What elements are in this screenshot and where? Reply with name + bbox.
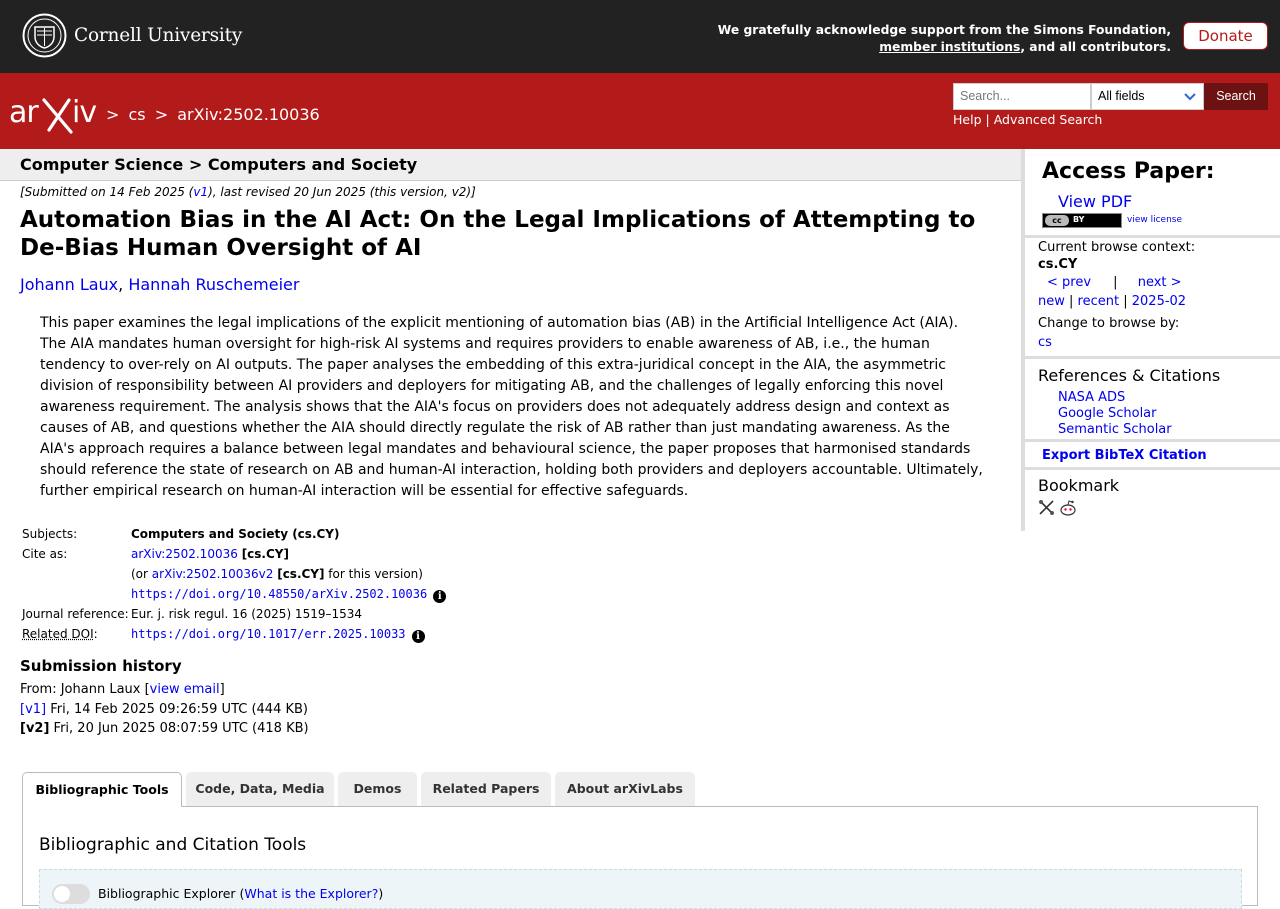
ack-line: We gratefully acknowledge support from the Simons Foundation, [717, 23, 1171, 37]
search-input[interactable]: Search... [953, 83, 1091, 110]
view-license-link[interactable]: view license [1127, 215, 1183, 225]
next-link[interactable]: next > [1137, 275, 1182, 290]
tab-related-papers[interactable]: Related Papers [421, 772, 551, 806]
search-button[interactable]: Search [1204, 83, 1268, 110]
semantic-scholar-link[interactable]: Semantic Scholar [1058, 422, 1172, 437]
tab-about-arxivlabs[interactable]: About arXivLabs [555, 772, 695, 806]
explorer-text: Bibliographic Explorer ( [98, 886, 245, 901]
bookmark-title: Bookmark [1038, 476, 1120, 495]
cite-link[interactable]: arXiv:2502.10036 [131, 547, 238, 561]
crumb-cs[interactable]: cs [128, 105, 146, 124]
export-bibtex-link[interactable]: Export BibTeX Citation [1042, 448, 1207, 463]
submission-dateline [20, 185, 476, 199]
view-pdf-link[interactable]: View PDF [1058, 192, 1133, 211]
subject-heading: Computer Science > Computers and Society [20, 155, 418, 174]
authors [20, 275, 299, 294]
author-link[interactable]: Johann Laux [20, 275, 119, 294]
advanced-search-link[interactable]: Advanced Search [993, 112, 1103, 127]
v1-link[interactable]: [v1] [20, 701, 47, 717]
context-label: Current browse context: [1038, 240, 1196, 255]
tab-bibliographic-tools[interactable]: Bibliographic Tools [22, 772, 182, 807]
browse-context [1038, 239, 1195, 351]
v1-text: Fri, 14 Feb 2025 09:26:59 UTC (444 KB) [46, 701, 308, 717]
references-links [1058, 390, 1172, 438]
svg-text:iv: iv [72, 95, 97, 130]
info-icon[interactable]: i [412, 630, 425, 643]
cite-label: Cite as: [22, 547, 68, 561]
abstract: This paper examines the legal implications of the explicit mentioning of automation bias (AB) in the Artificial Intelligence Act (AIA). The AIA mandates human oversight for high-risk AI systems and requires providers to enable awareness of AB, i.e., the human tendency to over-rely on AI outputs. The paper analyses the embedding of this extra-juridical concept in the AIA, the asymmetric division of responsibility between AI providers and deployers for mitigating AB, and the challenges of legally enforcing this novel awareness requirement. The analysis shows that the AIA's focus on providers does not adequately address design and context as causes of AB, and questions whether the AIA should directly regulate the risk of AB rather than just mandating awareness. As the AIA's approach requires a balance between legal mandates and behavioural science, the paper proposes that harmonised standards should reference the state of research on AB and human-AI interaction, holding both providers and deployers accountable. Ultimately, further empirical research on human-AI interaction will be essential for effective safeguards. [40, 315, 983, 499]
related-doi-colon: : [93, 627, 98, 641]
author-link[interactable]: Hannah Ruschemeier [128, 275, 300, 294]
tab-demos[interactable]: Demos [338, 772, 417, 806]
dateline-v1-link[interactable]: v1 [193, 185, 209, 199]
author-sep: , [118, 275, 124, 294]
sep: | [1069, 294, 1074, 309]
dateline-pre: [Submitted on 14 Feb 2025 ( [20, 185, 194, 199]
cc-by-badge-icon[interactable] [1042, 213, 1122, 228]
tab-panel [22, 806, 1258, 906]
nasa-ads-link[interactable]: NASA ADS [1058, 390, 1126, 405]
arxiv-header [0, 73, 1280, 149]
new-link[interactable]: new [1038, 294, 1065, 309]
cite-value [131, 547, 289, 561]
access-paper-title: Access Paper: [1042, 159, 1215, 184]
v2-label: [v2] [20, 721, 50, 736]
help-links [953, 112, 1102, 127]
or-post: for this version) [324, 567, 423, 581]
arxiv-logo-icon[interactable] [9, 92, 101, 134]
from-pre: From: Johann Laux [ [20, 682, 150, 697]
subjects-label: Subjects: [22, 527, 78, 541]
related-doi-value [131, 627, 425, 643]
journal-value: Eur. j. risk regul. 16 (2025) 1519–1534 [131, 607, 363, 621]
field-select-value: All fields [1098, 89, 1145, 103]
crumb-sep: > [106, 105, 120, 124]
change-browse-label: Change to browse by: [1038, 316, 1180, 331]
bibsonomy-icon[interactable] [1038, 499, 1055, 516]
cornell-logo[interactable] [22, 13, 242, 58]
bookmark-icons [1038, 499, 1077, 517]
or-pre: (or [131, 567, 152, 581]
by-text: BY [1073, 215, 1085, 224]
cc-text: cc [1045, 215, 1069, 226]
recent-link[interactable]: recent [1077, 294, 1120, 309]
submission-history [20, 680, 309, 739]
related-doi-label [22, 627, 130, 641]
explorer-close: ) [378, 886, 384, 901]
submission-history-title: Submission history [20, 657, 182, 675]
crumb-sep: > [154, 105, 169, 124]
search-field-select[interactable] [1091, 83, 1204, 110]
doi-value [131, 587, 446, 603]
related-doi-abbr: Related DOI [22, 627, 94, 641]
google-scholar-link[interactable]: Google Scholar [1058, 406, 1157, 421]
info-icon[interactable]: i [433, 590, 446, 603]
explorer-label [98, 886, 383, 901]
ack-rest: , and all contributors. [1020, 40, 1171, 54]
arxiv-doi-link[interactable]: https://doi.org/10.48550/arXiv.2502.10036 [131, 587, 428, 601]
svg-text:ar: ar [9, 95, 38, 130]
member-institutions-link[interactable]: member institutions [879, 40, 1021, 54]
subjects-text: Computers and Society (cs.CY) [131, 527, 340, 541]
explorer-toggle[interactable] [52, 884, 90, 904]
cite-tag: [cs.CY] [241, 547, 289, 561]
sep: | [1123, 294, 1128, 309]
context-value: cs.CY [1038, 257, 1078, 272]
tab-code-data-media[interactable]: Code, Data, Media [186, 772, 334, 806]
references-title: References & Citations [1038, 366, 1221, 385]
breadcrumb [106, 105, 324, 124]
version-v2 [20, 719, 309, 739]
cornell-banner [0, 0, 1280, 73]
acknowledgement [718, 22, 1171, 56]
help-sep: | [985, 112, 990, 127]
explorer-box [39, 869, 1242, 909]
dateline-post: ), last revised 20 Jun 2025 (this version, v2)] [208, 185, 476, 199]
cornell-seal-icon [22, 13, 67, 58]
from-post: ] [219, 682, 225, 697]
crumb-paper-id: arXiv:2502.10036 [177, 105, 320, 124]
chevron-down-icon [1183, 90, 1197, 104]
what-is-explorer-link[interactable]: What is the Explorer? [244, 886, 379, 901]
version-value [131, 567, 423, 581]
v2-text: Fri, 20 Jun 2025 08:07:59 UTC (418 KB) [49, 721, 309, 736]
prev-next-sep: | [1113, 275, 1118, 290]
help-link[interactable]: Help [953, 112, 982, 127]
reddit-icon[interactable] [1059, 499, 1077, 517]
paper-title: Automation Bias in the AI Act: On the Legal Implications of Attempting to De-Bias Human Oversight of AI [20, 207, 976, 261]
version-link[interactable]: arXiv:2502.10036v2 [151, 567, 274, 581]
panel-title: Bibliographic and Citation Tools [39, 835, 307, 855]
version-tag: [cs.CY] [277, 567, 325, 581]
prev-link[interactable]: < prev [1047, 275, 1092, 290]
subjects-value [131, 527, 339, 541]
browse-cs-link[interactable]: cs [1038, 335, 1052, 350]
view-email-link[interactable]: view email [149, 682, 220, 697]
sidebar [1021, 149, 1280, 531]
month-link[interactable]: 2025-02 [1131, 294, 1187, 309]
subject-bar [0, 149, 1021, 181]
donate-button[interactable]: Donate [1183, 22, 1268, 50]
related-doi-link[interactable]: https://doi.org/10.1017/err.2025.10033 [131, 627, 406, 641]
version-v1 [20, 700, 309, 720]
journal-label: Journal reference: [22, 607, 129, 621]
cornell-name: Cornell University [74, 25, 243, 46]
from-line [20, 680, 309, 700]
